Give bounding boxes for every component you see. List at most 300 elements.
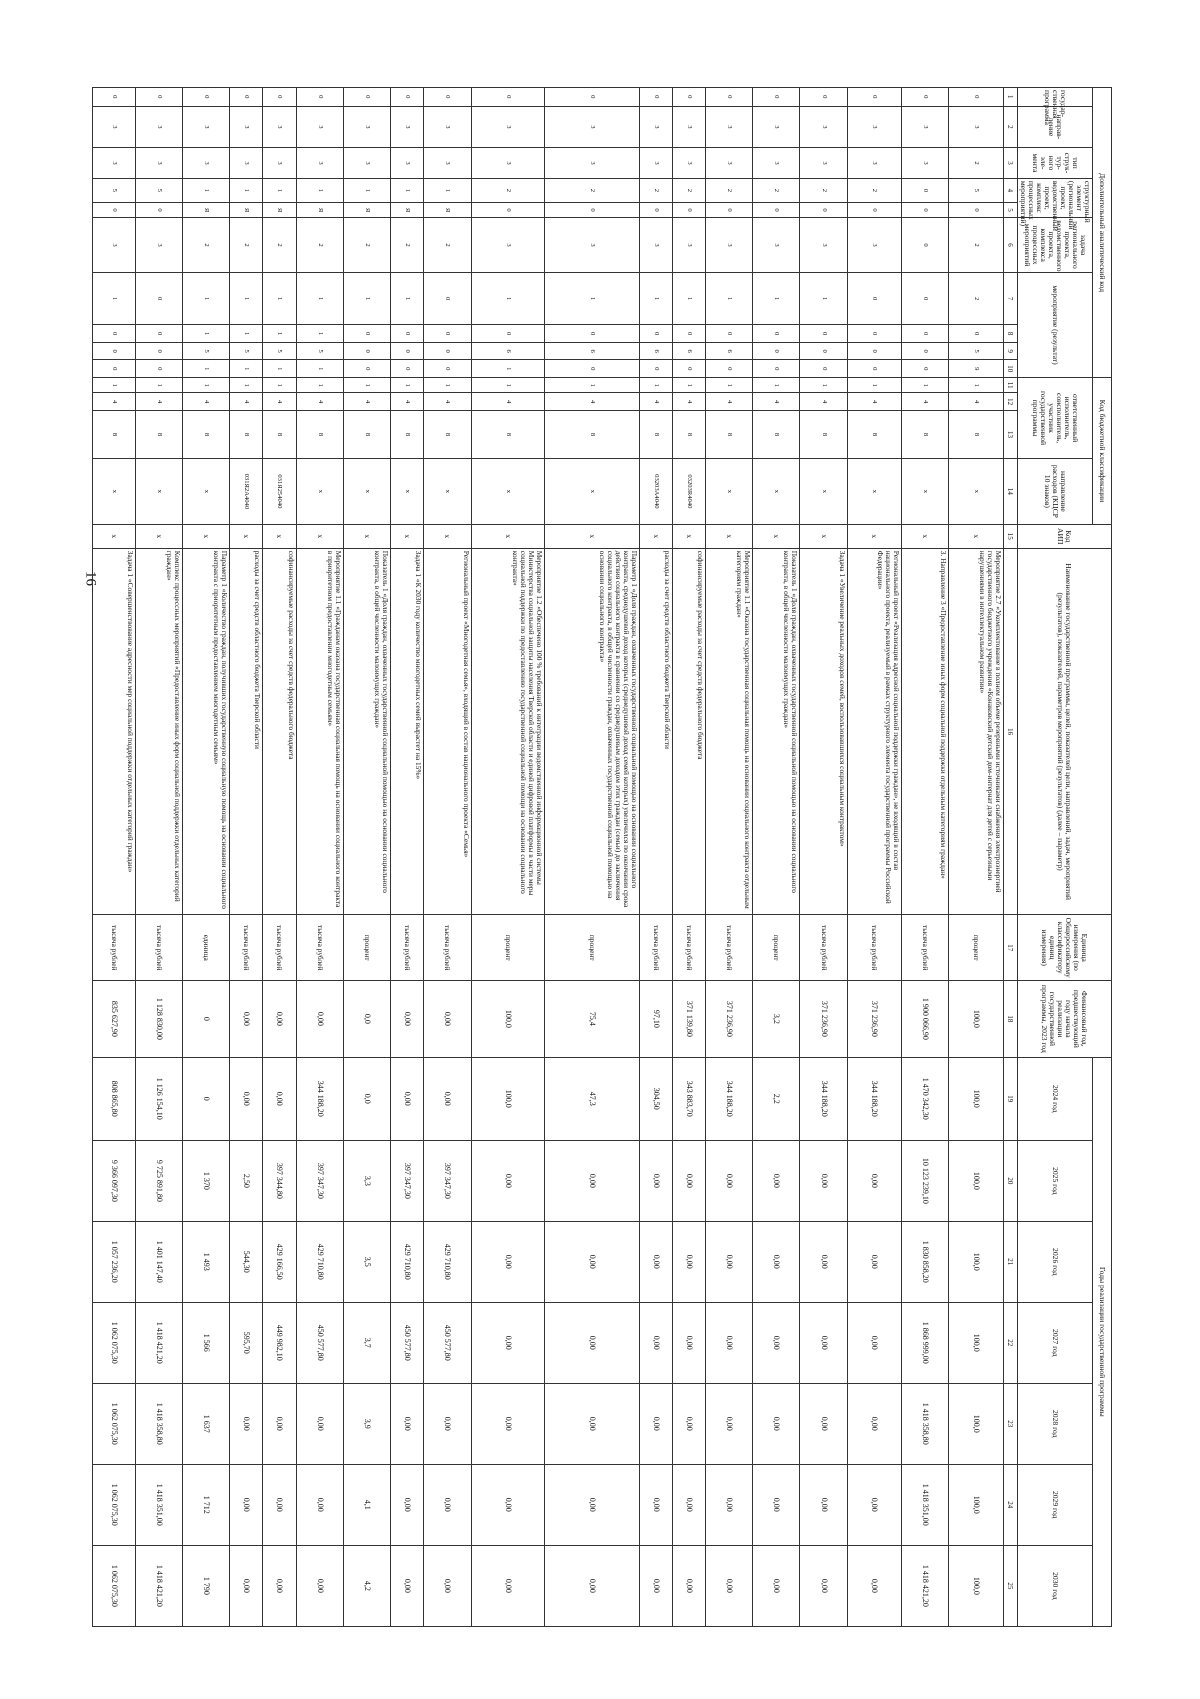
code-cell: 3 [753, 148, 800, 179]
code-cell: 8 [391, 410, 424, 458]
year-value-cell: 1 062 075,30 [93, 1383, 136, 1464]
code-cell: 0 [672, 360, 705, 378]
code-cell: 1 [230, 378, 263, 393]
code-cell: 0 [93, 325, 136, 343]
item-name-cell: софинансируемые расходы за счет средств федерального бюджета [263, 548, 296, 915]
code-cell: 3 [93, 218, 136, 273]
header-unit: Единица измерения (по Общероссийскому классификатору единиц измерения) [1018, 915, 1112, 981]
year-value-cell: 0 [183, 1057, 230, 1140]
code-cell: 0 [902, 342, 949, 360]
value-2023-cell: 75,4 [544, 981, 639, 1058]
code-cell: 4 [800, 393, 847, 411]
column-number: 7 [1003, 272, 1017, 325]
header-year-2024: 2024 год [1018, 1057, 1093, 1140]
code-cell: 0 [800, 202, 847, 217]
code-cell: 3 [471, 148, 544, 179]
code-cell: 3 [296, 106, 343, 148]
aip-cell: x [639, 524, 672, 548]
kcsr-cell: x [183, 459, 230, 525]
code-cell: 4 [949, 393, 1003, 411]
code-cell: 1 [949, 378, 1003, 393]
year-value-cell: 397 347,30 [391, 1140, 424, 1221]
item-name-cell: расходы за счет средств областного бюджета Тверской области [230, 548, 263, 915]
year-value-cell: 0,00 [800, 1302, 847, 1383]
unit-cell: тысяча рублей [296, 915, 343, 981]
code-cell: 0 [343, 325, 390, 343]
year-value-cell: 0,00 [263, 1057, 296, 1140]
code-cell: 1 [391, 272, 424, 325]
code-cell: 0 [847, 342, 901, 360]
value-2023-cell: 0,00 [391, 981, 424, 1058]
unit-cell: тысяча рублей [391, 915, 424, 981]
kcsr-cell: x [296, 459, 343, 525]
code-cell: 2 [391, 218, 424, 273]
code-cell: 0 [949, 88, 1003, 107]
code-cell: 3 [424, 106, 471, 148]
code-cell: 1 [343, 378, 390, 393]
code-cell: 3 [296, 148, 343, 179]
year-value-cell: 0,00 [753, 1464, 800, 1545]
code-cell: 0 [847, 325, 901, 343]
code-cell: 0 [753, 360, 800, 378]
unit-cell: процент [343, 915, 390, 981]
column-number: 24 [1003, 1464, 1017, 1545]
aip-cell: x [705, 524, 752, 548]
year-value-cell: 1 637 [183, 1383, 230, 1464]
code-cell: 4 [93, 393, 136, 411]
code-cell: 9 [949, 360, 1003, 378]
code-cell: 1 [135, 378, 182, 393]
year-value-cell: 0,00 [424, 1383, 471, 1464]
item-name-cell: Мероприятие 1.1 «Гражданам оказана государственная социальная помощь на основании социального контракта в приоритетном предоставлении многодетным семьям» [296, 548, 343, 915]
year-value-cell: 0,00 [847, 1545, 901, 1626]
code-cell: 3 [847, 218, 901, 273]
item-name-cell: 3. Направление 3 «Предоставление иных форм социальной поддержки отдельным категориям граждан» [902, 548, 949, 915]
year-value-cell: 1 493 [183, 1221, 230, 1302]
code-cell: 3 [471, 106, 544, 148]
code-cell: 3 [544, 218, 639, 273]
table-row [705, 88, 752, 1627]
code-cell: 3 [183, 148, 230, 179]
header-event: мероприятие (результат) [1018, 272, 1093, 377]
code-cell: 0 [705, 325, 752, 343]
year-value-cell: 450 577,80 [424, 1302, 471, 1383]
value-2023-cell: 0,00 [296, 981, 343, 1058]
code-cell: 3 [800, 218, 847, 273]
code-cell: 1 [296, 360, 343, 378]
code-cell: 0 [847, 202, 901, 217]
year-value-cell: 1 418 421,20 [902, 1545, 949, 1626]
code-cell: 0 [424, 88, 471, 107]
code-cell: 3 [263, 148, 296, 179]
code-cell: 4 [263, 393, 296, 411]
code-cell: 8 [183, 410, 230, 458]
code-cell: 0 [672, 202, 705, 217]
code-cell: 8 [949, 410, 1003, 458]
year-value-cell: 0,00 [753, 1140, 800, 1221]
item-name-cell: Мероприятие 2.7 «Укомплектование в полном объеме резервными источниками снабжения электроэнергией государственного бюджетного учреждения «Конаковский детский дом-интернат для детей с серьезными нарушениями в интеллектуальном развитии» [949, 548, 1003, 915]
value-2023-cell: 371 139,80 [672, 981, 705, 1058]
code-cell: 1 [800, 272, 847, 325]
code-cell: 1 [343, 178, 390, 202]
year-value-cell: 595,70 [230, 1302, 263, 1383]
code-cell: 0 [902, 88, 949, 107]
code-cell: 3 [753, 106, 800, 148]
code-cell: 3 [343, 148, 390, 179]
code-cell: 3 [753, 218, 800, 273]
year-value-cell: 0,00 [672, 1302, 705, 1383]
year-value-cell: 0,00 [471, 1302, 544, 1383]
column-number: 13 [1003, 410, 1017, 458]
table-row [343, 88, 390, 1627]
code-cell: Я [230, 202, 263, 217]
year-value-cell: 0,00 [705, 1464, 752, 1545]
code-cell: 0 [135, 360, 182, 378]
column-number: 19 [1003, 1057, 1017, 1140]
unit-cell: тысяча рублей [672, 915, 705, 981]
aip-cell: x [753, 524, 800, 548]
code-cell: 1 [471, 272, 544, 325]
year-value-cell: 100,0 [949, 1383, 1003, 1464]
unit-cell: тысяча рублей [705, 915, 752, 981]
table-body [93, 88, 1018, 1627]
code-cell: 0 [672, 88, 705, 107]
code-cell: 0 [135, 342, 182, 360]
code-cell: 4 [544, 393, 639, 411]
code-cell: 1 [230, 272, 263, 325]
item-name-cell: Задача 1 «Совершенствование адресности мер социальной поддержки отдельных категорий граждан» [93, 548, 136, 915]
unit-cell: тысяча рублей [263, 915, 296, 981]
year-value-cell: 1 401 147,40 [135, 1221, 182, 1302]
code-cell: 1 [847, 378, 901, 393]
year-value-cell: 0,00 [471, 1464, 544, 1545]
value-2023-cell: 0,00 [230, 981, 263, 1058]
year-value-cell: 0,00 [391, 1383, 424, 1464]
code-cell: 4 [230, 393, 263, 411]
column-number-row [1003, 88, 1017, 1627]
code-cell: 2 [343, 218, 390, 273]
unit-cell: процент [544, 915, 639, 981]
year-value-cell: 1 126 154,10 [135, 1057, 182, 1140]
kcsr-cell: x [93, 459, 136, 525]
code-cell: 1 [263, 360, 296, 378]
code-cell: 5 [263, 342, 296, 360]
unit-cell: тысяча рублей [847, 915, 901, 981]
year-value-cell: 0,00 [639, 1545, 672, 1626]
code-cell: 3 [639, 218, 672, 273]
year-value-cell: 0,00 [753, 1302, 800, 1383]
year-value-cell: 429 710,80 [296, 1221, 343, 1302]
item-name-cell: Региональный проект «Реализация адресной социальной поддержки граждан», не входящий в состав национального проекта, реализуемый в рамках структурного элемента государственной программы Российской Федерации» [847, 548, 901, 915]
code-cell: 6 [639, 342, 672, 360]
code-cell: 0 [902, 202, 949, 217]
header-struct-element: структурный элемент (региональный проект, ведомственный проект, комплекс процессных мероприятий) [1018, 178, 1093, 217]
code-cell: 6 [544, 342, 639, 360]
code-cell: 0 [230, 88, 263, 107]
code-cell: 0 [424, 325, 471, 343]
table-row [544, 88, 639, 1627]
year-value-cell: 0,00 [639, 1140, 672, 1221]
code-cell: 2 [949, 218, 1003, 273]
code-cell: 1 [672, 378, 705, 393]
unit-cell: тысяча рублей [639, 915, 672, 981]
year-value-cell: 10 123 239,10 [902, 1140, 949, 1221]
code-cell: 1 [93, 378, 136, 393]
year-value-cell: 304,50 [639, 1057, 672, 1140]
year-value-cell: 0,00 [263, 1545, 296, 1626]
code-cell: 4 [424, 393, 471, 411]
code-cell: 1 [424, 378, 471, 393]
code-cell: 8 [705, 410, 752, 458]
code-cell: 3 [705, 218, 752, 273]
value-2023-cell: 371 236,90 [847, 981, 901, 1058]
code-cell: 3 [135, 148, 182, 179]
code-cell: 1 [263, 378, 296, 393]
code-cell: 2 [471, 178, 544, 202]
code-cell: 0 [544, 202, 639, 217]
unit-cell: процент [471, 915, 544, 981]
code-cell: 3 [639, 148, 672, 179]
year-value-cell: 100,0 [949, 1302, 1003, 1383]
code-cell: 3 [672, 148, 705, 179]
code-cell: 8 [296, 410, 343, 458]
code-cell: 3 [705, 106, 752, 148]
unit-cell: процент [949, 915, 1003, 981]
code-cell: 1 [183, 378, 230, 393]
year-value-cell: 344 188,20 [847, 1057, 901, 1140]
code-cell: 8 [471, 410, 544, 458]
kcsr-cell: 03203А4040 [639, 459, 672, 525]
table-row [847, 88, 901, 1627]
unit-cell: тысяча рублей [902, 915, 949, 981]
header-year-2025: 2025 год [1018, 1140, 1093, 1221]
code-cell: 8 [902, 410, 949, 458]
budget-table [92, 87, 1112, 1627]
code-cell: 0 [902, 218, 949, 273]
year-value-cell: 0,00 [544, 1464, 639, 1545]
year-value-cell: 450 577,80 [391, 1302, 424, 1383]
code-cell: 8 [263, 410, 296, 458]
code-cell: 0 [471, 88, 544, 107]
code-cell: 0 [705, 360, 752, 378]
code-cell: 0 [902, 272, 949, 325]
code-cell: 2 [753, 178, 800, 202]
code-cell: 0 [135, 202, 182, 217]
column-number: 2 [1003, 106, 1017, 148]
code-cell: 1 [753, 378, 800, 393]
unit-cell: тысяча рублей [424, 915, 471, 981]
year-value-cell: 0,00 [639, 1464, 672, 1545]
code-cell: 0 [263, 88, 296, 107]
year-value-cell: 1 830 858,20 [902, 1221, 949, 1302]
table-row [424, 88, 471, 1627]
year-value-cell: 1 790 [183, 1545, 230, 1626]
table-row [471, 88, 544, 1627]
code-cell: 1 [471, 378, 544, 393]
unit-cell: тысяча рублей [800, 915, 847, 981]
year-value-cell: 450 577,80 [296, 1302, 343, 1383]
header-executor: ответственный исполнитель, соисполнитель, участник государственной программы [1018, 378, 1093, 459]
code-cell: 3 [93, 106, 136, 148]
year-value-cell: 0,00 [672, 1383, 705, 1464]
kcsr-cell: x [544, 459, 639, 525]
aip-cell: x [135, 524, 182, 548]
code-cell: 4 [847, 393, 901, 411]
code-cell: 5 [296, 342, 343, 360]
item-name-cell: Задача 1 «Увеличение реальных доходов семей, воспользовавшихся социальным контрактом» [800, 548, 847, 915]
code-cell: 0 [544, 360, 639, 378]
year-value-cell: 0,00 [230, 1057, 263, 1140]
value-2023-cell: 371 236,90 [800, 981, 847, 1058]
code-cell: Я [183, 202, 230, 217]
code-cell: 8 [544, 410, 639, 458]
aip-cell: x [424, 524, 471, 548]
code-cell: 1 [230, 325, 263, 343]
year-value-cell: 100,0 [949, 1545, 1003, 1626]
aip-cell: x [847, 524, 901, 548]
code-cell: 5 [230, 342, 263, 360]
code-cell: 2 [296, 218, 343, 273]
year-value-cell: 47,3 [544, 1057, 639, 1140]
year-value-cell: 0,00 [424, 1057, 471, 1140]
code-cell: 1 [230, 360, 263, 378]
year-value-cell: 0,00 [230, 1464, 263, 1545]
table-row [800, 88, 847, 1627]
code-cell: 6 [471, 342, 544, 360]
aip-cell: x [391, 524, 424, 548]
table-row [753, 88, 800, 1627]
unit-cell: тысяча рублей [135, 915, 182, 981]
code-cell: 1 [263, 272, 296, 325]
year-value-cell: 2,2 [753, 1057, 800, 1140]
year-value-cell: 0,00 [753, 1221, 800, 1302]
value-2023-cell: 0 [183, 981, 230, 1058]
code-cell: 0 [343, 360, 390, 378]
header-program: государ-ственная программа [1018, 88, 1093, 107]
code-cell: 3 [135, 218, 182, 273]
code-cell: 0 [183, 88, 230, 107]
value-2023-cell: 835 627,90 [93, 981, 136, 1058]
year-value-cell: 449 982,10 [263, 1302, 296, 1383]
code-cell: 8 [672, 410, 705, 458]
code-cell: 0 [391, 88, 424, 107]
code-cell: 0 [93, 360, 136, 378]
code-cell: 1 [639, 378, 672, 393]
year-value-cell: 0,00 [263, 1383, 296, 1464]
code-cell: 3 [93, 148, 136, 179]
code-cell: 0 [135, 88, 182, 107]
column-number: 5 [1003, 202, 1017, 217]
code-cell: 0 [93, 202, 136, 217]
year-value-cell: 1 057 236,20 [93, 1221, 136, 1302]
item-name-cell: Параметр 1 «Количество граждан, получивших государственную социальную помощь на основании социального контракта с приоритетным предоставлением многодетным семьям» [183, 548, 230, 915]
year-value-cell: 0,00 [544, 1302, 639, 1383]
code-cell: 3 [230, 106, 263, 148]
aip-cell: x [471, 524, 544, 548]
code-cell: 3 [391, 106, 424, 148]
code-cell: 4 [183, 393, 230, 411]
table-row [902, 88, 949, 1627]
code-cell: 0 [800, 88, 847, 107]
code-cell: 1 [296, 378, 343, 393]
code-cell: 4 [391, 393, 424, 411]
year-value-cell: 1 062 075,30 [93, 1545, 136, 1626]
code-cell: 0 [800, 325, 847, 343]
code-cell: 3 [705, 148, 752, 179]
code-cell: 5 [949, 342, 1003, 360]
table-row [296, 88, 343, 1627]
year-value-cell: 0,00 [424, 1464, 471, 1545]
code-cell: 4 [296, 393, 343, 411]
year-value-cell: 100,0 [471, 1057, 544, 1140]
value-2023-cell: 1 128 830,00 [135, 981, 182, 1058]
code-cell: 2 [847, 178, 901, 202]
code-cell: 0 [902, 360, 949, 378]
header-expense: направление расходов (КЦСР 10 знаков) [1018, 459, 1093, 525]
year-value-cell: 1 470 342,30 [902, 1057, 949, 1140]
code-cell: 0 [800, 342, 847, 360]
code-cell: 3 [391, 148, 424, 179]
header-group-budget-code: Код бюджетной классификации [1093, 378, 1112, 525]
year-value-cell: 0,00 [471, 1383, 544, 1464]
header-aip: Код АИП [1018, 524, 1112, 548]
year-value-cell: 0,00 [847, 1464, 901, 1545]
year-value-cell: 1 418 421,20 [135, 1545, 182, 1626]
year-value-cell: 0,00 [391, 1057, 424, 1140]
kcsr-cell: x [135, 459, 182, 525]
code-cell: 0 [135, 272, 182, 325]
code-cell: Я [391, 202, 424, 217]
value-2023-cell: 3,2 [753, 981, 800, 1058]
item-name-cell: софинансируемые расходы за счет средств федерального бюджета [672, 548, 705, 915]
aip-cell: x [672, 524, 705, 548]
year-value-cell: 429 166,50 [263, 1221, 296, 1302]
unit-cell: тысяча рублей [93, 915, 136, 981]
year-value-cell: 429 710,80 [391, 1221, 424, 1302]
value-2023-cell: 0,00 [424, 981, 471, 1058]
header-year-2030: 2030 год [1018, 1545, 1093, 1626]
code-cell: 1 [902, 378, 949, 393]
value-2023-cell: 97,10 [639, 981, 672, 1058]
item-name-cell: Мероприятие 1.1 «Оказана государственная социальная помощь на основании социального контракта отдельным категориям граждан» [705, 548, 752, 915]
code-cell: 0 [639, 325, 672, 343]
code-cell: 3 [544, 106, 639, 148]
code-cell: 0 [471, 202, 544, 217]
code-cell: 2 [800, 178, 847, 202]
year-value-cell: 0,00 [391, 1545, 424, 1626]
column-number: 6 [1003, 218, 1017, 273]
header-year-2026: 2026 год [1018, 1221, 1093, 1302]
column-number: 10 [1003, 360, 1017, 378]
code-cell: 1 [183, 360, 230, 378]
year-value-cell: 1 062 075,30 [93, 1302, 136, 1383]
aip-cell: x [544, 524, 639, 548]
year-value-cell: 9 366 097,30 [93, 1140, 136, 1221]
aip-cell: x [296, 524, 343, 548]
year-value-cell: 1 418 358,80 [135, 1383, 182, 1464]
year-value-cell: 0,00 [705, 1302, 752, 1383]
table-row [93, 88, 136, 1627]
code-cell: 8 [135, 410, 182, 458]
year-value-cell: 1 868 999,00 [902, 1302, 949, 1383]
code-cell: 0 [93, 88, 136, 107]
year-value-cell: 0,00 [705, 1545, 752, 1626]
item-name-cell: Показатель 1 «Доля граждан, охваченных государственной социальной помощью на основании социального контракта, в общей численности малоимущих граждан» [753, 548, 800, 915]
year-value-cell: 1 418 358,80 [902, 1383, 949, 1464]
year-value-cell: 344 188,20 [800, 1057, 847, 1140]
year-value-cell: 429 710,80 [424, 1221, 471, 1302]
code-cell: 1 [753, 272, 800, 325]
